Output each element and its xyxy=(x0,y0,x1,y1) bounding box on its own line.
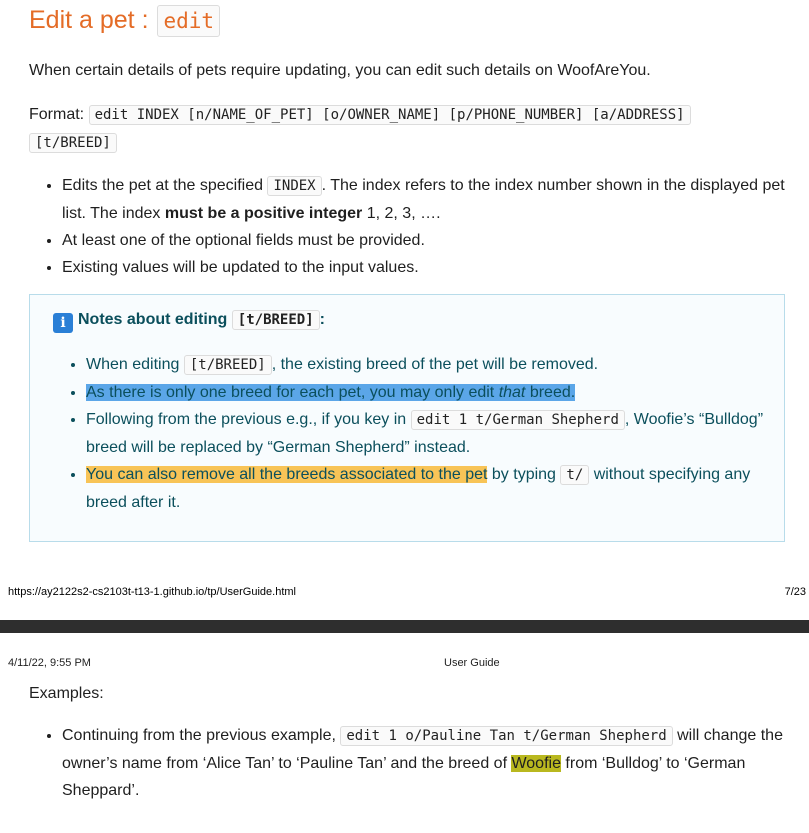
format-paragraph: Format: edit INDEX [n/NAME_OF_PET] [o/OWNER_NAME] [p/PHONE_NUMBER] [a/ADDRESS] [t/BREED] xyxy=(29,101,789,157)
note-list xyxy=(53,351,776,516)
list-item xyxy=(86,379,776,406)
intro-paragraph: When certain details of pets require updating, you can edit such details on WoofAreYou. xyxy=(29,62,651,79)
section-heading: Edit a pet : edit xyxy=(29,6,220,35)
list-item: • Following from the previous e.g., if you key in edit 1 t/German Shepherd , Woofie’s “Bulldog” breed will be replaced by “German Shepherd” instead. xyxy=(86,406,776,461)
page-number: 7/23 xyxy=(784,586,806,598)
note-box xyxy=(29,294,785,542)
index-code: INDEX xyxy=(267,176,321,196)
examples-list xyxy=(29,722,797,804)
info-icon: i xyxy=(53,313,73,333)
heading-code: edit xyxy=(157,5,220,37)
list-item: • When editing [t/BREED] , the existing breed of the pet will be removed. xyxy=(86,351,776,379)
page-divider xyxy=(0,620,809,633)
print-title: User Guide xyxy=(444,657,500,669)
list-item: • You can also remove all the breeds associated to the pet by typing t/ without specifying any breed after it. xyxy=(86,461,776,516)
example-code: edit 1 t/German Shepherd xyxy=(411,410,625,430)
note-title-code: [t/BREED] xyxy=(232,310,320,330)
format-code-line2: [t/BREED] xyxy=(29,133,117,153)
blue-highlight: As there is only one breed for each pet, you may only edit that breed. xyxy=(86,384,576,401)
list-item: • Existing values will be updated to the input values. xyxy=(62,254,792,281)
breed-code: [t/BREED] xyxy=(184,355,272,375)
olive-highlight: Woofie xyxy=(511,755,561,772)
tag-code: t/ xyxy=(560,465,589,485)
example-command-code: edit 1 o/Pauline Tan t/German Shepherd xyxy=(340,726,672,746)
list-item: • At least one of the optional fields must be provided. xyxy=(62,227,792,254)
note-title: i Notes about editing [t/BREED] : xyxy=(53,311,325,333)
examples-label: Examples: xyxy=(29,685,104,702)
list-item: • Continuing from the previous example, edit 1 o/Pauline Tan t/German Shepherd will change the owner’s name from ‘Alice Tan’ to ‘Pauline Tan’ and the breed of Woofie from ‘Bulldog’ to ‘German Sheppard’. xyxy=(62,722,797,804)
footer-url: https://ay2122s2-cs2103t-t13-1.github.io/tp/UserGuide.html xyxy=(8,586,296,598)
yellow-highlight: You can also remove all the breeds associated to the pet xyxy=(86,466,488,483)
list-item: • Edits the pet at the specified INDEX . The index refers to the index number shown in the displayed pet list. The index must be a positive integer 1, 2, 3, …. xyxy=(62,172,792,227)
format-code-line1: edit INDEX [n/NAME_OF_PET] [o/OWNER_NAME] [p/PHONE_NUMBER] [a/ADDRESS] xyxy=(89,105,691,125)
feature-bullet-list xyxy=(29,172,792,281)
print-date: 4/11/22, 9:55 PM xyxy=(8,657,91,669)
